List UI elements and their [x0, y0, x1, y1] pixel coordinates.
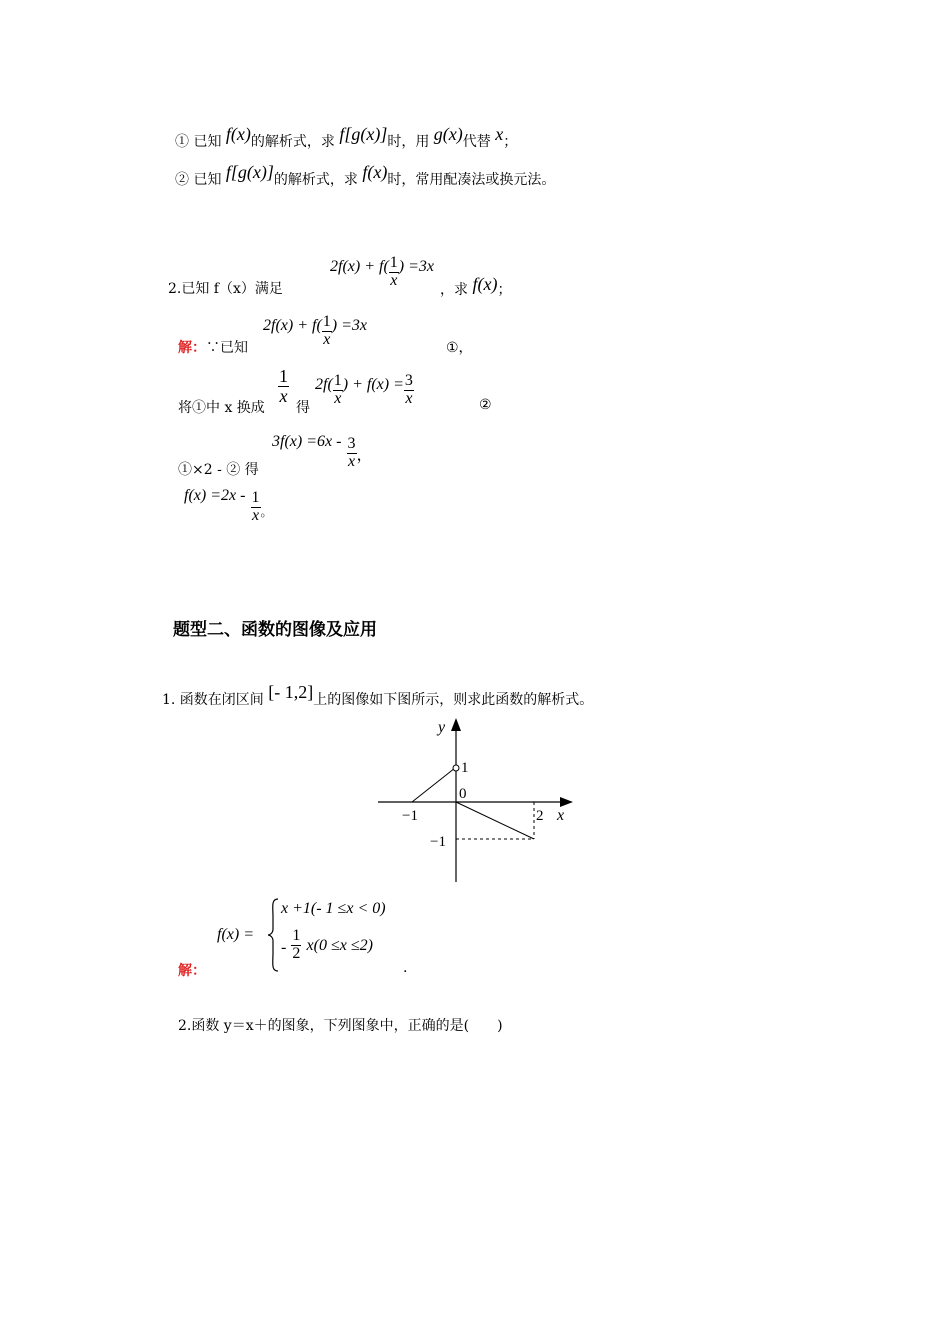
- function-graph: [370, 712, 580, 884]
- solution-2-equation-3: 3f(x) =6x - $\frac{3}{x}$ ，: [272, 433, 373, 470]
- solution-label: 解：: [178, 340, 206, 356]
- problem-4: 2.函数 y＝x＋的图象，下列图象中，正确的是( ): [178, 1018, 503, 1034]
- piecewise-brace: [266, 897, 280, 973]
- section-title: 题型二、函数的图像及应用: [173, 620, 377, 640]
- equation-tag-1: ①，: [446, 340, 473, 356]
- y-axis-arrow-icon: [451, 718, 461, 731]
- problem-2-label: 2.已知 f（x）满足: [168, 281, 283, 297]
- piecewise-case-1: x +1(- 1 ≤x < 0): [281, 900, 386, 917]
- reciprocal-fraction: $\frac{1}{x}$: [279, 366, 288, 406]
- solution-2-line-1: 解：∵已知: [178, 340, 248, 356]
- solution-2-line-3: ①×2 - ② 得: [178, 462, 259, 478]
- tick-two: 2: [536, 808, 544, 824]
- tick-neg-one-y: −1: [430, 834, 446, 850]
- circle-two-icon: ②: [175, 172, 189, 188]
- equation-tag-2: ②: [479, 397, 492, 413]
- tick-neg-one-x: −1: [402, 808, 418, 824]
- solution-2-equation-2: 2f( $\frac{1}{x}$ ) + f(x) = $\frac{3}{x}$: [315, 372, 413, 407]
- piecewise-lhs: f(x) =: [217, 926, 254, 943]
- rule-1: ① 已知 f(x)的解析式，求 f[g(x)]时，用 g(x)代替 x；: [175, 124, 518, 150]
- problem-2-ask: ，求 f(x)；: [440, 274, 512, 298]
- problem-2-equation: 2f(x) + f( $\frac{1}{x}$ ) =3x: [330, 254, 435, 289]
- solution-2-line-2: 将①中 x 换成: [178, 400, 265, 416]
- segment-left: [412, 768, 455, 802]
- circle-one-icon: ①: [175, 134, 189, 150]
- tick-zero: 0: [459, 786, 467, 802]
- piecewise-case-2: - $\frac{1}{2}$ x(0 ≤x ≤2): [281, 927, 373, 962]
- problem-3: 1. 函数在闭区间 [- 1,2]上的图像如下图所示，则求此函数的解析式。: [162, 682, 594, 708]
- x-axis-label: x: [557, 807, 565, 824]
- rule-2: ② 已知 f[g(x)]的解析式，求 f(x)时，常用配凑法或换元法。: [175, 162, 556, 188]
- solution-2-equation-1: 2f(x) + f( $\frac{1}{x}$ ) =3x: [263, 313, 368, 348]
- tick-one: 1: [461, 760, 469, 776]
- y-axis-label: y: [438, 719, 446, 736]
- x-axis-arrow-icon: [560, 797, 573, 807]
- open-point: [453, 765, 459, 771]
- segment-right: [456, 802, 534, 839]
- solution-3-label: 解：: [178, 963, 206, 979]
- solution-2-result: f(x) =2x - $\frac{1}{x}$ $_。$: [184, 487, 273, 524]
